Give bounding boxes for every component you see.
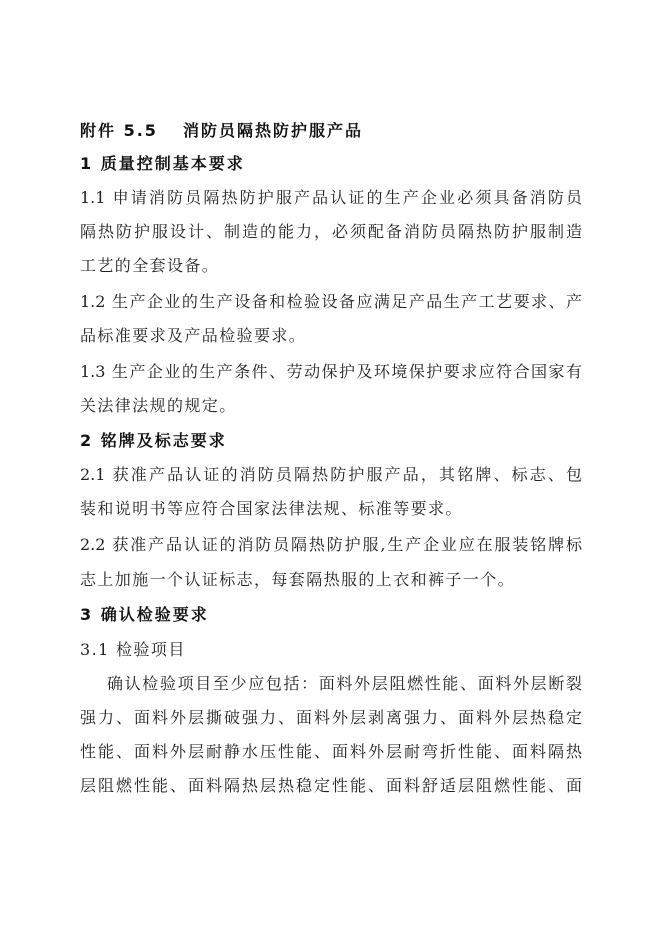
paragraph-line: 志上加施一个认证标志，每套隔热服的上衣和裤子一个。 — [80, 570, 516, 589]
paragraph-line: 1.3 生产企业的生产条件、劳动保护及环境保护要求应符合国家有 — [80, 362, 582, 381]
paragraph-line: 性能、面料外层耐静水压性能、面料外层耐弯折性能、面料隔热 — [80, 742, 582, 761]
section-heading-3: 3 确认检验要求 — [80, 605, 209, 624]
document-title: 消防员隔热防护服产品 — [183, 121, 364, 140]
section-heading-2: 2 铭牌及标志要求 — [80, 431, 227, 450]
paragraph-line: 强力、面料外层撕破强力、面料外层剥离强力、面料外层热稳定 — [80, 708, 582, 727]
subsection-heading: 3.1 检验项目 — [80, 640, 186, 659]
paragraph-line: 2.1 获准产品认证的消防员隔热防护服产品，其铭牌、标志、包 — [80, 465, 582, 484]
paragraph-line: 品标准要求及产品检验要求。 — [80, 326, 307, 345]
paragraph-line: 确认检验项目至少应包括：面料外层阻燃性能、面料外层断裂 — [107, 674, 582, 693]
section-heading-1: 1 质量控制基本要求 — [80, 154, 245, 173]
attachment-number: 附件 5.5 — [80, 121, 158, 140]
paragraph-line: 关法律法规的规定。 — [80, 396, 237, 415]
paragraph-line: 工艺的全套设备。 — [80, 256, 220, 275]
paragraph-line: 层阻燃性能、面料隔热层热稳定性能、面料舒适层阻燃性能、面 — [80, 776, 582, 795]
paragraph-line: 隔热防护服设计、制造的能力，必须配备消防员隔热防护服制造 — [80, 222, 582, 241]
paragraph-line: 装和说明书等应符合国家法律法规、标准等要求。 — [80, 499, 463, 518]
paragraph-line: 1.2 生产企业的生产设备和检验设备应满足产品生产工艺要求、产 — [80, 292, 582, 311]
paragraph-line: 2.2 获准产品认证的消防员隔热防护服,生产企业应在服装铭牌标 — [80, 535, 582, 554]
paragraph-line: 1.1 申请消防员隔热防护服产品认证的生产企业必须具备消防员 — [80, 188, 582, 207]
